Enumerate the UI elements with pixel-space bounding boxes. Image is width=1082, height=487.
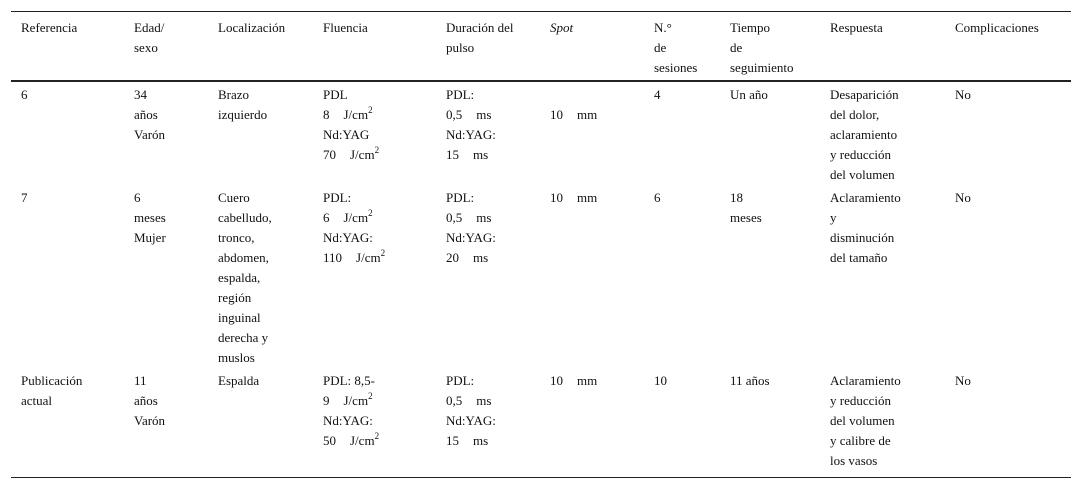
cell-line: derecha y <box>218 330 269 345</box>
header-line: de <box>730 40 743 55</box>
header-line: Complicaciones <box>955 20 1039 35</box>
cell-complicaciones <box>945 185 1071 368</box>
header-row <box>11 12 1071 82</box>
cell-line: 11 años <box>730 373 770 388</box>
cell-line: Mujer <box>134 230 166 245</box>
cell-line: inguinal <box>218 310 261 325</box>
cell-line: tronco, <box>218 230 255 245</box>
cell-line: Nd:YAG: <box>323 230 373 245</box>
cell-line: 6 <box>21 87 28 102</box>
cell-line: actual <box>21 393 53 408</box>
treatment-table <box>11 11 1071 478</box>
cell-line <box>550 371 638 391</box>
cell-line: Nd:YAG: <box>323 413 373 428</box>
cell-line: Brazo <box>218 87 250 102</box>
cell-line <box>446 431 534 451</box>
cell-line: Espalda <box>218 373 260 388</box>
cell-referencia <box>11 368 124 478</box>
cell-seguimiento <box>720 81 820 185</box>
cell-line: Aclaramiento <box>830 190 901 205</box>
fluence-exponent: 2 <box>368 208 373 218</box>
header-line: sesiones <box>654 60 698 75</box>
cell-line: Un año <box>730 87 768 102</box>
fluence-value: 9 <box>323 393 330 408</box>
cell-line: Publicación <box>21 373 83 388</box>
cell-line: 6 <box>134 190 141 205</box>
header-line: Referencia <box>21 20 78 35</box>
cell-line: Aclaramiento <box>830 373 901 388</box>
cell-line <box>446 391 534 411</box>
cell-sesiones <box>644 81 720 185</box>
cell-line: región <box>218 290 252 305</box>
header-line: N.° <box>654 20 672 35</box>
header-line: Edad/ <box>134 20 165 35</box>
duration-unit: ms <box>476 107 492 122</box>
cell-line: PDL: <box>446 373 475 388</box>
header-line: Fluencia <box>323 20 368 35</box>
cell-line: espalda, <box>218 270 261 285</box>
cell-line: del tamaño <box>830 250 888 265</box>
cell-line <box>446 105 534 125</box>
cell-duracion-pulso <box>436 81 540 185</box>
fluence-value: 8 <box>323 107 330 122</box>
fluence-unit: J/cm <box>356 250 381 265</box>
duration-value: 0,5 <box>446 393 463 408</box>
spot-value: 10 <box>550 190 563 205</box>
cell-line <box>446 248 534 268</box>
header-line: sexo <box>134 40 158 55</box>
cell-localizacion <box>208 368 313 478</box>
cell-line: y reducción <box>830 147 892 162</box>
duration-value: 0,5 <box>446 210 463 225</box>
fluence-unit: J/cm <box>343 210 369 225</box>
cell-line: años <box>134 393 158 408</box>
cell-spot <box>540 81 644 185</box>
cell-line: 4 <box>654 87 661 102</box>
cell-line: 11 <box>134 373 147 388</box>
table-row <box>11 368 1071 478</box>
cell-line: PDL: <box>446 87 475 102</box>
cell-line: 34 <box>134 87 147 102</box>
cell-seguimiento <box>720 368 820 478</box>
duration-unit: ms <box>476 393 492 408</box>
header-sesiones <box>644 12 720 82</box>
cell-line <box>323 105 430 125</box>
cell-edad-sexo <box>124 185 208 368</box>
header-spot <box>540 12 644 82</box>
cell-fluencia <box>313 81 436 185</box>
header-respuesta <box>820 12 945 82</box>
cell-line: del dolor, <box>830 107 880 122</box>
fluence-exponent: 2 <box>368 391 373 401</box>
cell-line: PDL: <box>323 190 352 205</box>
cell-edad-sexo <box>124 368 208 478</box>
duration-unit: ms <box>473 433 489 448</box>
cell-line: meses <box>134 210 166 225</box>
cell-duracion-pulso <box>436 185 540 368</box>
cell-line: del volumen <box>830 167 895 182</box>
cell-fluencia <box>313 185 436 368</box>
header-line: Spot <box>550 20 574 35</box>
cell-line: 6 <box>654 190 661 205</box>
cell-edad-sexo <box>124 81 208 185</box>
header-edad-sexo <box>124 12 208 82</box>
cell-line: y <box>830 210 837 225</box>
cell-sesiones <box>644 368 720 478</box>
table-row <box>11 185 1071 368</box>
spot-unit: mm <box>577 373 598 388</box>
spot-value: 10 <box>550 107 563 122</box>
cell-line <box>323 391 430 411</box>
cell-duracion-pulso <box>436 368 540 478</box>
fluence-value: 70 <box>323 147 336 162</box>
header-line: Duración del <box>446 20 514 35</box>
cell-line: izquierdo <box>218 107 268 122</box>
spot-unit: mm <box>577 190 598 205</box>
fluence-unit: J/cm <box>343 107 369 122</box>
fluence-exponent: 2 <box>374 431 380 441</box>
cell-line: Nd:YAG: <box>446 230 496 245</box>
cell-line: PDL <box>323 87 348 102</box>
cell-line: y calibre de <box>830 433 891 448</box>
duration-value: 15 <box>446 433 459 448</box>
cell-spot <box>540 185 644 368</box>
cell-localizacion <box>208 81 313 185</box>
fluence-unit: J/cm <box>343 393 369 408</box>
fluence-unit: J/cm <box>350 433 375 448</box>
cell-line <box>446 145 534 165</box>
cell-line: PDL: 8,5- <box>323 373 375 388</box>
duration-value: 20 <box>446 250 459 265</box>
cell-fluencia <box>313 368 436 478</box>
cell-localizacion <box>208 185 313 368</box>
cell-referencia <box>11 185 124 368</box>
cell-respuesta <box>820 185 945 368</box>
cell-line: Nd:YAG <box>323 127 370 142</box>
header-localizacion <box>208 12 313 82</box>
fluence-value: 110 <box>323 250 343 265</box>
cell-line <box>323 248 430 268</box>
cell-line <box>323 431 430 451</box>
cell-line: Desaparición <box>830 87 899 102</box>
cell-line <box>550 188 638 208</box>
cell-line: del volumen <box>830 413 895 428</box>
cell-line: disminución <box>830 230 895 245</box>
spot-unit: mm <box>577 107 598 122</box>
cell-line: 7 <box>21 190 28 205</box>
cell-line: meses <box>730 210 762 225</box>
header-line: pulso <box>446 40 475 55</box>
cell-complicaciones <box>945 81 1071 185</box>
cell-line: y reducción <box>830 393 892 408</box>
cell-line <box>550 105 638 125</box>
cell-line: Nd:YAG: <box>446 413 496 428</box>
fluence-exponent: 2 <box>368 105 373 115</box>
table-container <box>11 11 1071 478</box>
cell-line: muslos <box>218 350 255 365</box>
cell-line <box>323 145 430 165</box>
cell-line: Nd:YAG: <box>446 127 496 142</box>
header-line: de <box>654 40 667 55</box>
cell-line: aclaramiento <box>830 127 898 142</box>
duration-unit: ms <box>473 250 489 265</box>
cell-respuesta <box>820 368 945 478</box>
duration-value: 15 <box>446 147 459 162</box>
header-line: Respuesta <box>830 20 883 35</box>
duration-unit: ms <box>476 210 492 225</box>
cell-line: 10 <box>654 373 667 388</box>
cell-line: No <box>955 87 971 102</box>
duration-unit: ms <box>473 147 489 162</box>
cell-line: abdomen, <box>218 250 269 265</box>
cell-line <box>323 208 430 228</box>
cell-line: años <box>134 107 158 122</box>
header-complicaciones <box>945 12 1071 82</box>
cell-line: Varón <box>134 413 166 428</box>
header-line: seguimiento <box>730 60 794 75</box>
fluence-value: 6 <box>323 210 330 225</box>
cell-line: 18 <box>730 190 743 205</box>
cell-seguimiento <box>720 185 820 368</box>
cell-line <box>446 208 534 228</box>
cell-line: cabelludo, <box>218 210 272 225</box>
fluence-exponent: 2 <box>374 145 380 155</box>
header-referencia <box>11 12 124 82</box>
header-line: Localización <box>218 20 286 35</box>
cell-line: Varón <box>134 127 166 142</box>
cell-line: los vasos <box>830 453 878 468</box>
cell-referencia <box>11 81 124 185</box>
duration-value: 0,5 <box>446 107 463 122</box>
cell-line: No <box>955 373 971 388</box>
cell-respuesta <box>820 81 945 185</box>
fluence-unit: J/cm <box>350 147 375 162</box>
header-line: Tiempo <box>730 20 770 35</box>
fluence-exponent: 2 <box>380 248 386 258</box>
header-seguimiento <box>720 12 820 82</box>
cell-line: No <box>955 190 971 205</box>
cell-spot <box>540 368 644 478</box>
header-fluencia <box>313 12 436 82</box>
cell-line: PDL: <box>446 190 475 205</box>
table-row <box>11 81 1071 185</box>
cell-sesiones <box>644 185 720 368</box>
header-duracion-pulso <box>436 12 540 82</box>
cell-line: Cuero <box>218 190 250 205</box>
spot-value: 10 <box>550 373 563 388</box>
fluence-value: 50 <box>323 433 336 448</box>
cell-complicaciones <box>945 368 1071 478</box>
